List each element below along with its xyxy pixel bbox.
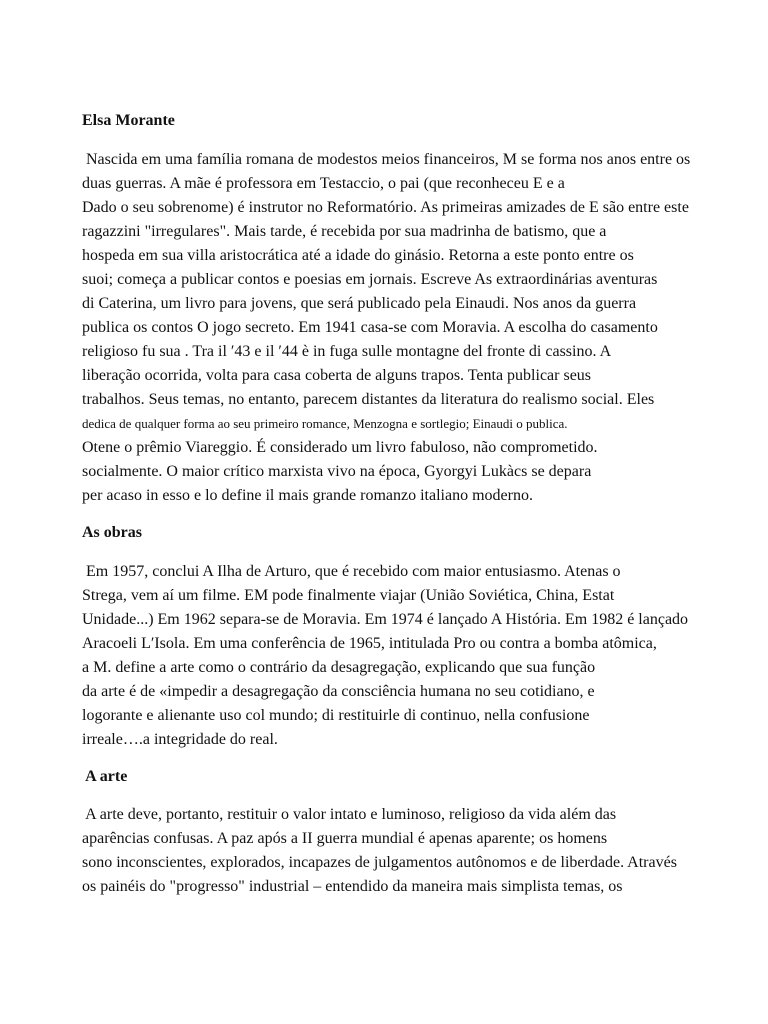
- text-line: duas guerras. A mãe é professora em Testaccio, o pai (que reconheceu E e a: [82, 175, 565, 192]
- section-paragraph-as-obras: [82, 560, 768, 752]
- text-line: Em 1957, conclui A Ilha de Arturo, que é recebido com maior entusiasmo. Atenas o: [82, 563, 621, 580]
- text-line: aparências confusas. A paz após a II guerra mundial é apenas aparente; os homens: [82, 830, 608, 847]
- text-line: di Caterina, um livro para jovens, que será publicado pela Einaudi. Nos anos da guerra: [82, 295, 637, 312]
- section-paragraph-a-arte: [82, 803, 768, 899]
- text-line: Nascida em uma família romana de modestos meios financeiros, M se forma nos anos entre os: [82, 151, 691, 168]
- text-line: socialmente. O maior crítico marxista vivo na época, Gyorgyi Lukàcs se depara: [82, 463, 592, 480]
- section-title-as-obras: As obras: [82, 524, 143, 541]
- text-line: trabalhos. Seus temas, no entanto, parecem distantes da literatura do realismo social. Eles: [82, 391, 655, 408]
- text-line: irreale….a integridade do real.: [82, 731, 278, 748]
- text-line: dedica de qualquer forma ao seu primeiro romance, Menzogna e sortlegio; Einaudi o publica.: [82, 416, 568, 431]
- text-line: ragazzini "irregulares". Mais tarde, é recebida por sua madrinha de batismo, que a: [82, 223, 607, 240]
- text-line: suoi; começa a publicar contos e poesias em jornais. Escreve As extraordinárias aventuras: [82, 271, 658, 288]
- text-line: a M. define a arte como o contrário da desagregação, explicando que sua função: [82, 659, 596, 676]
- text-line: da arte é de «impedir a desagregação da consciência humana no seu cotidiano, e: [82, 683, 595, 700]
- text-line: os painéis do "progresso" industrial – entendido da maneira mais simplista temas, os: [82, 878, 623, 895]
- text-line: liberação ocorrida, volta para casa coberta de alguns trapos. Tenta publicar seus: [82, 367, 592, 384]
- text-line: logorante e alienante uso col mundo; di restituirle di continuo, nella confusione: [82, 707, 590, 724]
- text-line: A arte deve, portanto, restituir o valor intato e luminoso, religioso da vida além das: [82, 806, 617, 823]
- text-line: publica os contos O jogo secreto. Em 1941 casa-se com Moravia. A escolha do casamento: [82, 319, 658, 336]
- text-line: Dado o seu sobrenome) é instrutor no Reformatório. As primeiras amizades de E são entre este: [82, 199, 689, 216]
- section-paragraph-elsa-morante: [82, 148, 768, 508]
- text-line: hospeda em sua villa aristocrática até a idade do ginásio. Retorna a este ponto entre os: [82, 247, 634, 264]
- text-line: religioso fu sua . Tra il ′43 e il ′44 è in fuga sulle montagne del fronte di cassino. A: [82, 343, 612, 360]
- text-line: Otene o prêmio Viareggio. É considerado um livro fabuloso, não comprometido.: [82, 439, 598, 456]
- text-line: Aracoeli L′Isola. Em uma conferência de 1965, intitulada Pro ou contra a bomba atômica,: [82, 635, 657, 652]
- section-title-a-arte: A arte: [82, 768, 128, 785]
- text-line: sono inconscientes, explorados, incapazes de julgamentos autônomos e de liberdade. Através: [82, 854, 677, 871]
- text-line: Unidade...) Em 1962 separa-se de Moravia. Em 1974 é lançado A História. Em 1982 é lançado: [82, 611, 689, 628]
- text-line: per acaso in esso e lo define il mais grande romanzo italiano moderno.: [82, 487, 533, 504]
- section-title-elsa-morante: Elsa Morante: [82, 112, 175, 129]
- text-line: Strega, vem aí um filme. EM pode finalmente viajar (União Soviética, China, Estat: [82, 587, 615, 604]
